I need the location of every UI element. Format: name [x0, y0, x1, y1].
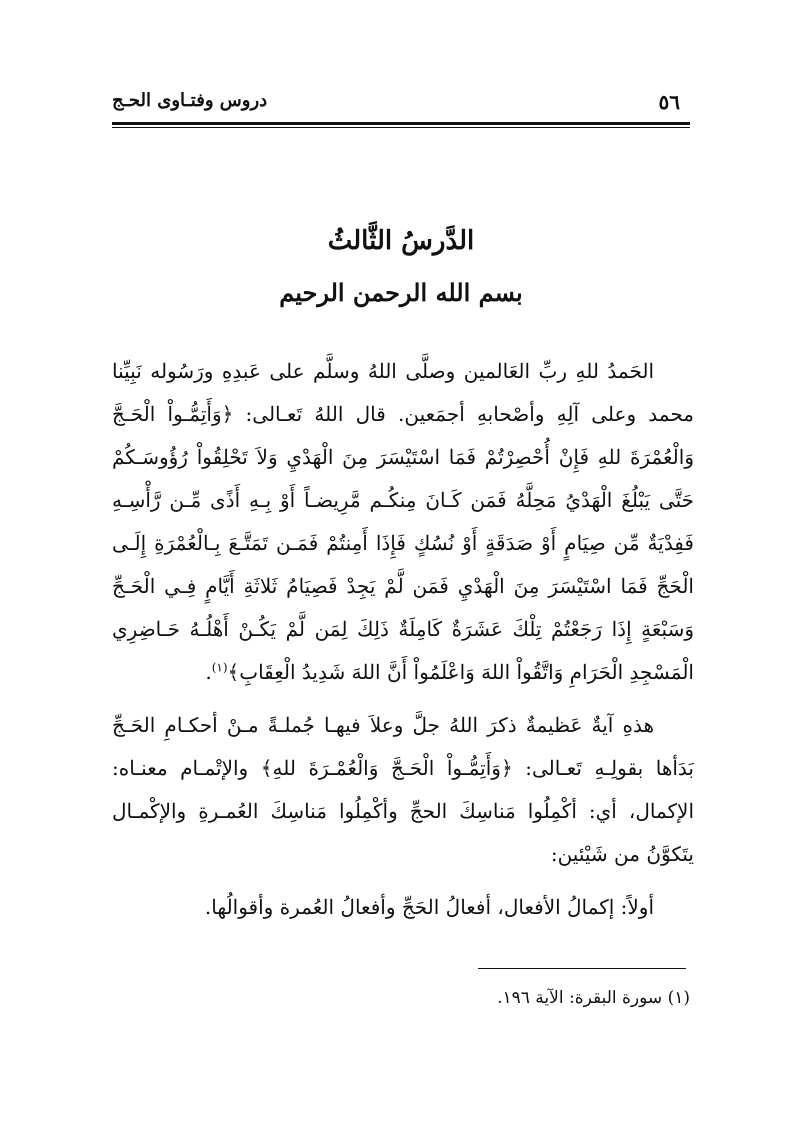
paragraph-intro-verse [112, 350, 694, 694]
paragraph-end: . [205, 660, 212, 684]
basmala-heading: بسم الله الرحمن الرحيم [279, 278, 523, 307]
footnote-marker: (١) [211, 660, 228, 675]
body-text [112, 330, 694, 929]
footnote-rule [478, 968, 686, 969]
running-title: دروس وفتـاوى الحـج [112, 90, 268, 111]
header-rule [112, 122, 690, 125]
page-number: ٥٦ [658, 90, 680, 114]
paragraph-text: الحَمدُ للهِ ربِّ العَالمين وصلَّى اللهُ وسلَّم على عَبدِهِ ورَسُوله نَبِيِّنا محمد وعلى آلِهِ وأصْحابهِ أجمَعين. قال اللهُ تَعـالى: ﴿وَأَتِمُّـواْ الْحَـجَّ وَالْعُمْرَةَ للهِ فَإِنْ أُحْصِرْتُمْ فَمَا اسْتَيْسَرَ مِنَ الْهَدْيِ وَلاَ تَحْلِقُواْ رُؤُوسَـكُمْ حَتَّى يَبْلُغَ الْهَدْيُ مَحِلَّهُ فَمَن كَـانَ مِنكُـم مَّرِيضـاً أَوْ بِـهِ أَذًى مِّـن رَّأْسِـهِ فَفِدْيَةٌ مِّن صِيَامٍ أَوْ صَدَقَةٍ أَوْ نُسُكٍ فَإِذَا أَمِنتُمْ فَمَـن تَمَتَّـعَ بِـالْعُمْرَةِ إِلَـى الْحَجِّ فَمَا اسْتَيْسَرَ مِنَ الْهَدْيِ فَمَن لَّمْ يَجِدْ فَصِيَامُ ثَلاثَةِ أَيَّامٍ فِـي الْحَـجِّ وَسَبْعَةٍ إِذَا رَجَعْتُمْ تِلْكَ عَشَرَةٌ كَامِلَةٌ ذَلِكَ لِمَن لَّمْ يَكُـنْ أَهْلُـهُ حَـاضِرِي الْمَسْجِدِ الْحَرَامِ وَاتَّقُواْ اللهَ وَاعْلَمُواْ أَنَّ اللهَ شَدِيدُ الْعِقَابِ﴾ [112, 359, 694, 684]
paragraph-first-point: أولاً: إكمالُ الأفعال، أفعالُ الحَجِّ وأفعالُ العُمرة وأقوالُها. [204, 895, 654, 919]
header-rule-thin [112, 127, 690, 128]
paragraph-explanation: هذهِ آيةٌ عَظيمةٌ ذكرَ اللهُ جلَّ وعلاَ فيهـا جُملـةً مـنْ أحكـامِ الحَـجِّ بَدَأها بقولِـهِ تَعـالى: ﴿وَأَتِمُّـواْ الْحَـجَّ وَالْعُمْـرَةَ للهِ﴾ والإتْمـام معنـاه: الإكمال، أي: أكْمِلُوا مَناسِكَ الحجِّ وأكْمِلُوا مَناسِكَ العُمـرةِ والإكْمـال يتَكوَّنُ من شَيْئين: [112, 713, 694, 866]
lesson-title: الدَّرسُ الثَّالثُ [327, 226, 475, 256]
footnote: (١) سورة البقرة: الآية ١٩٦. [497, 988, 690, 1008]
page-header [112, 88, 690, 118]
